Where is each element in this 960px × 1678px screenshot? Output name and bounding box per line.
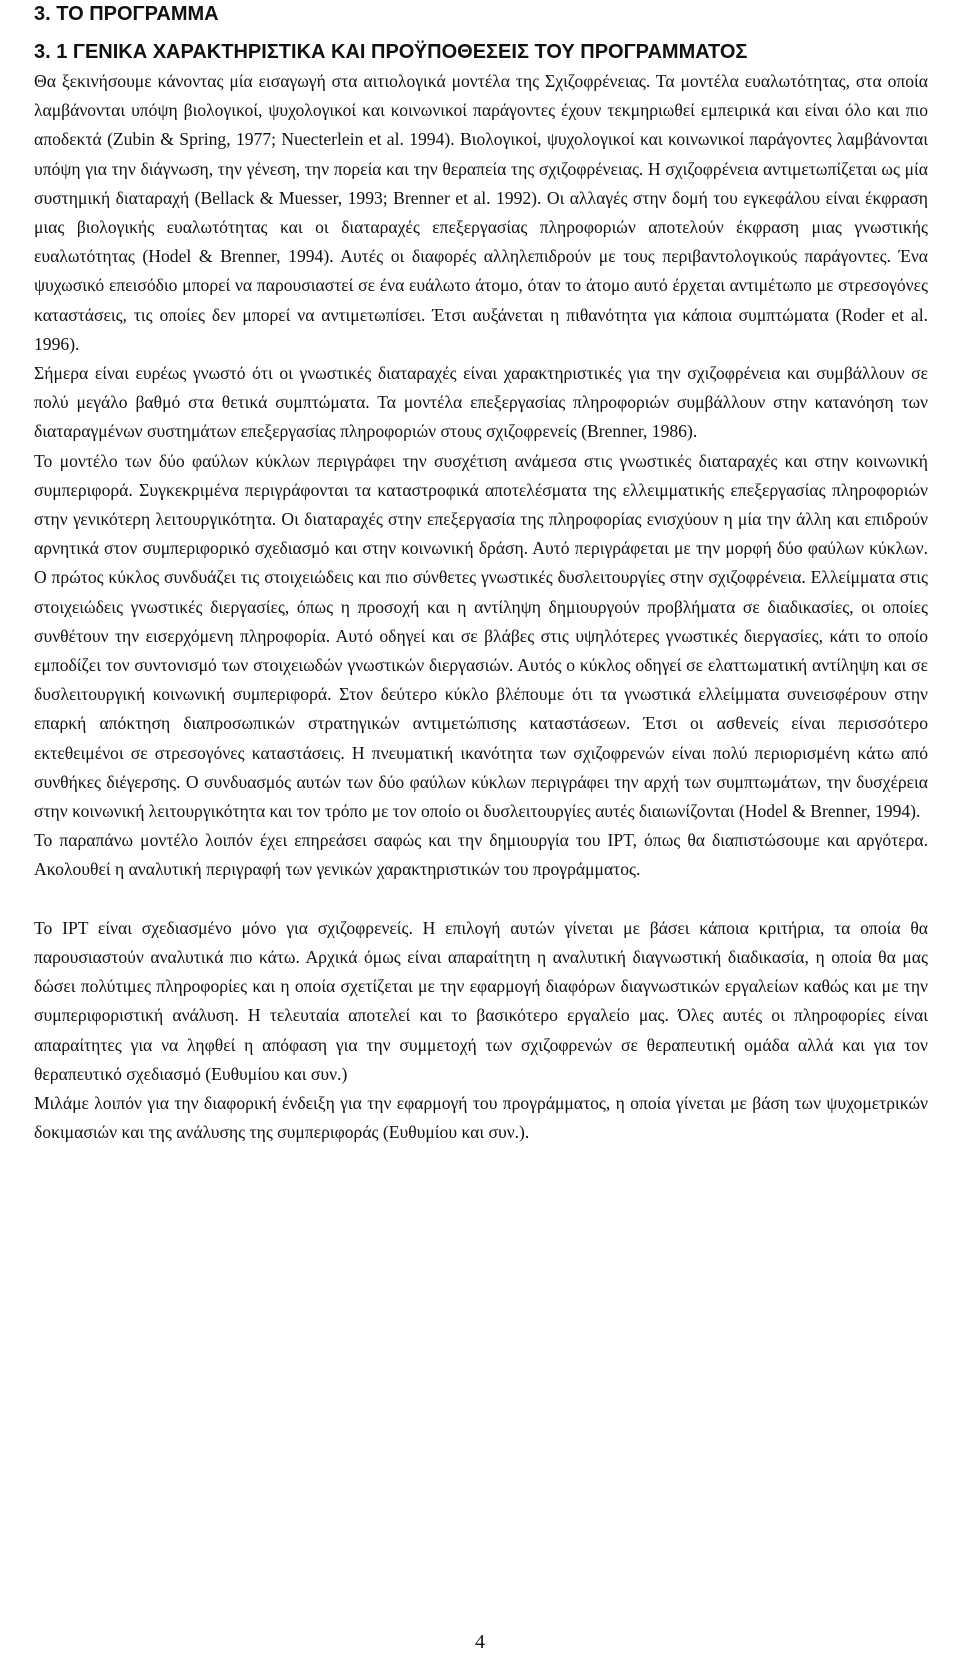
paragraph: Μιλάμε λοιπόν για την διαφορική ένδειξη για την εφαρμογή του προγράμματος, η οποία γίνεται με βάση των ψυχομετρικών δοκιμασιών και της ανάλυσης της συμπεριφοράς (Ευθυμίου και συν.).	[34, 1092, 928, 1143]
paragraph-gap	[34, 885, 928, 914]
page-number: 4	[475, 1631, 485, 1653]
paragraph: Θα ξεκινήσουμε κάνοντας μία εισαγωγή στα αιτιολογικά μοντέλα της Σχιζοφρένειας. Τα μοντέλα ευαλωτότητας, στα οποία λαμβάνονται υπόψη βιολογικοί, ψυχολογικοί και κοινωνικοί παράγοντες έχουν τεκμηριωθεί εμπειρικά και είναι όλο και πιο αποδεκτά (Zubin & Spring, 1977; Nuecterlein et al. 1994). Βιολογικοί, ψυχολογικοί και κοινωνικοί παράγοντες λαμβάνονται υπόψη για την διάγνωση, την γένεση, την πορεία και την θεραπεία της σχιζοφρένειας. Η σχιζοφρένεια αντιμετωπίζεται ως μία συστημική διαταραχή (Bellack & Muesser, 1993; Brenner et al. 1992). Οι αλλαγές στην δομή του εγκεφάλου είναι έκφραση μιας βιολογικής ευαλωτότητας και οι διαταραχές επεξεργασίας πληροφοριών αποτελούν έκφραση μιας γνωστικής ευαλωτότητας (Hodel & Brenner, 1994). Αυτές οι διαφορές αλληλεπιδρούν με τους περιβαντολογικούς παράγοντες. Ένα ψυχωσικό επεισόδιο μπορεί να παρουσιαστεί σε ένα ευάλωτο άτομο, όταν το άτομο αυτό έρχεται αντιμέτωπο με στρεσογόνες καταστάσεις, τις οποίες δεν μπορεί να αντιμετωπίσει. Έτσι αυξάνεται η πιθανότητα για κάποια συμπτώματα (Roder et al. 1996).	[34, 71, 928, 354]
paragraph: Σήμερα είναι ευρέως γνωστό ότι οι γνωστικές διαταραχές είναι χαρακτηριστικές για την σχιζοφρένεια και συμβάλλουν σε πολύ μεγάλο βαθμό στα θετικά συμπτώματα. Τα μοντέλα επεξεργασίας πληροφοριών συμβάλλουν στην κατανόηση των διαταραγμένων συστημάτων επεξεργασίας πληροφοριών στους σχιζοφρενείς (Brenner, 1986).	[34, 363, 928, 442]
chapter-heading: 3. ΤΟ ΠΡΟΓΡΑΜΜΑ	[34, 3, 219, 25]
paragraph: Το παραπάνω μοντέλο λοιπόν έχει επηρεάσει σαφώς και την δημιουργία του IPT, όπως θα διαπιστώσουμε και αργότερα. Ακολουθεί η αναλυτική περιγραφή των γενικών χαρακτηριστικών του προγράμματος.	[34, 830, 928, 880]
paragraph: Το μοντέλο των δύο φαύλων κύκλων περιγράφει την συσχέτιση ανάμεσα στις γνωστικές διαταραχές και στην κοινωνική συμπεριφορά. Συγκεκριμένα περιγράφονται τα καταστροφικά αποτελέσματα της ελλειμματικής επεξεργασίας πληροφοριών στην γενικότερη λειτουργικότητα. Οι διαταραχές στην επεξεργασία της πληροφορίας ενισχύουν η μία την άλλη και επιδρούν αρνητικά στον συμπεριφορικό σχεδιασμό και στην κοινωνική δράση. Αυτό περιγράφεται με την μορφή δύο φαύλων κύκλων. Ο πρώτος κύκλος συνδυάζει τις στοιχειώδεις και πιο σύνθετες γνωστικές δυσλειτουργίες στην σχιζοφρένεια. Ελλείμματα στις στοιχειώδεις γνωστικές διεργασίες, όπως η προσοχή και η αντίληψη δημιουργούν προβλήματα σε διαδικασίες, οι οποίες συνθέτουν την εισερχόμενη πληροφορία. Αυτό οδηγεί και σε βλάβες στις υψηλότερες γνωστικές διεργασίες, κάτι το οποίο εμποδίζει τον συντονισμό των στοιχειωδών γνωστικών διεργασιών. Αυτός ο κύκλος οδηγεί σε ελαττωματική αντίληψη και σε δυσλειτουργική κοινωνική συμπεριφορά. Στον δεύτερο κύκλο βλέπουμε ότι τα γνωστικά ελλείμματα συνεισφέρουν στην επαρκή απόκτηση διαπροσωπικών στρατηγικών αντιμετώπισης καταστάσεων. Έτσι οι ασθενείς είναι περισσότερο εκτεθειμένοι σε στρεσογόνες καταστάσεις. Η πνευματική ικανότητα των σχιζοφρενών είναι πολύ περιορισμένη κάτω από συνθήκες διέγερσης. Ο συνδυασμός αυτών των δύο φαύλων κύκλων περιγράφει την αρχή των συμπτωμάτων, την δυσχέρεια στην κοινωνική λειτουργικότητα και τον τρόπο με τον οποίο οι δυσλειτουργίες αυτές διαιωνίζονται (Hodel & Brenner, 1994).	[34, 450, 928, 822]
paragraph: Το IPT είναι σχεδιασμένο μόνο για σχιζοφρενείς. Η επιλογή αυτών γίνεται με βάσει κάποια κριτήρια, τα οποία θα παρουσιαστούν αναλυτικά πιο κάτω. Αρχικά όμως είναι απαραίτητη η αναλυτική διαγνωστική διαδικασία, η οποία θα μας δώσει πολύτιμες πληροφορίες και η οποία σχετίζεται με την εφαρμογή διαφόρων διαγνωστικών εργαλείων καθώς και με την συμπεριφοριστική ανάλυση. Η τελευταία αποτελεί και το βασικότερο εργαλείο μας. Όλες αυτές οι πληροφορίες είναι απαραίτητες για να ληφθεί η απόφαση για την συμμετοχή των σχιζοφρενών σε θεραπευτική ομάδα αλλά και για τον θεραπευτικό σχεδιασμό (Ευθυμίου και συν.)	[34, 917, 928, 1084]
section-heading: 3. 1 ΓΕΝΙΚΑ ΧΑΡΑΚΤΗΡΙΣΤΙΚΑ ΚΑΙ ΠΡΟΫΠΟΘΕΣΕΙΣ ΤΟΥ ΠΡΟΓΡΑΜΜΑΤΟΣ	[34, 41, 748, 63]
